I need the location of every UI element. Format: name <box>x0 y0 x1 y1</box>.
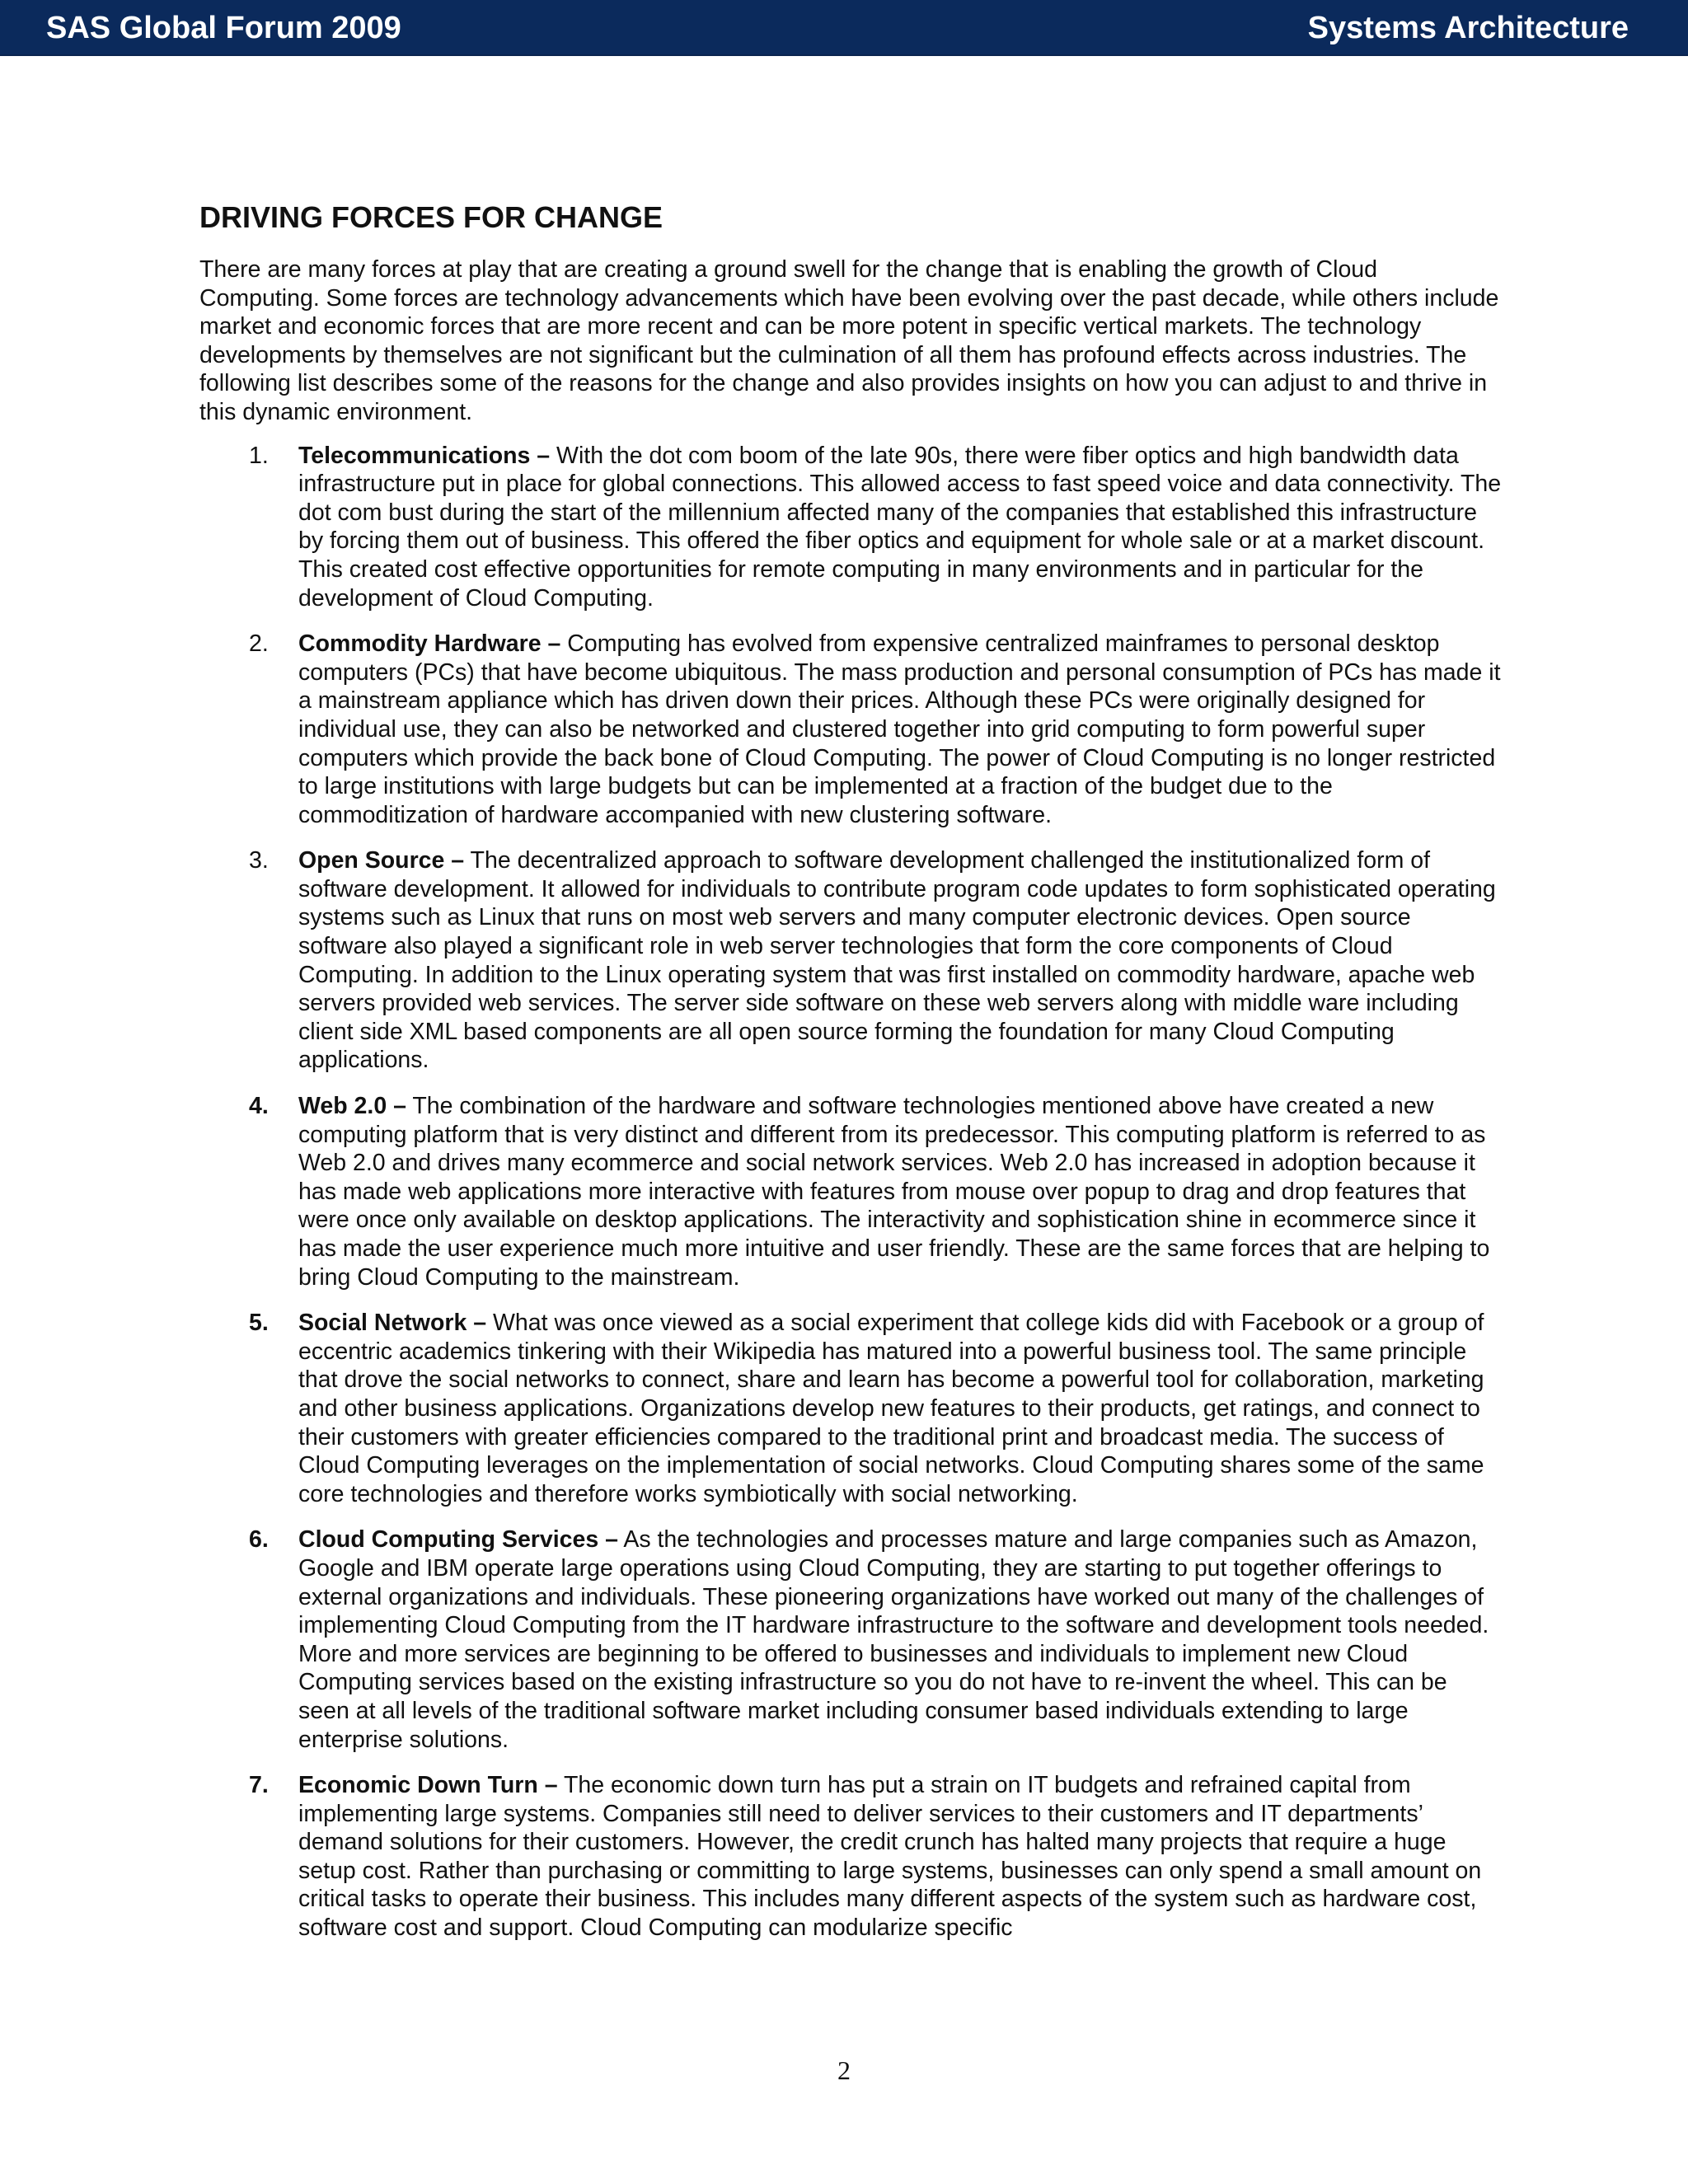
list-item <box>199 1092 1502 1291</box>
list-item-text: As the technologies and processes mature and large companies such as Amazon, Google and IBM operate large operations using Cloud Computing, they are starting to put together offerings to external organizations and individuals. These pioneering organizations have worked out many of the challenges of implementing Cloud Computing from the IT hardware infrastructure to the software and development tools needed. More and more services are beginning to be offered to businesses and individuals to implement new Cloud Computing services based on the existing infrastructure so you do not have to re-invent the wheel. This can be seen at all levels of the traditional software market including consumer based individuals extending to large enterprise solutions. <box>298 1526 1489 1753</box>
list-item-text: The economic down turn has put a strain on IT budgets and refrained capital from implementing large systems. Companies still need to deliver services to their customers and IT departments’ demand solutions for their customers. However, the credit crunch has halted many projects that require a huge setup cost. Rather than purchasing or committing to large systems, businesses can only spend a small amount on critical tasks to operate their business. This includes many different aspects of the system such as hardware cost, software cost and support. Cloud Computing can modularize specific <box>298 1772 1482 1942</box>
list-item-number: 1. <box>249 442 269 469</box>
list-item-title: Telecommunications – <box>298 442 551 469</box>
list-item <box>199 1771 1502 1943</box>
list-item-number: 7. <box>249 1772 269 1799</box>
list-item-text: The combination of the hardware and software technologies mentioned above have created a new computing platform that is very distinct and different from its predecessor. This computing platform is referred to as Web 2.0 and drives many ecommerce and social network services. Web 2.0 has increased in adoption because it has made web applications more interactive with features from mouse over popup to drag and drop features that were once only available on desktop applications. The interactivity and sophistication shine in ecommerce since it has made the user experience much more intuitive and user friendly. These are the same forces that are helping to bring Cloud Computing to the mainstream. <box>298 1093 1490 1291</box>
intro-paragraph: There are many forces at play that are creating a ground swell for the change that is enabling the growth of Cloud Computing. Some forces are technology advancements which have been evolving over the past decade, while others include market and economic forces that are more recent and can be more potent in specific vertical markets. The technology developments by themselves are not significant but the culmination of all them has profound effects across industries. The following list describes some of the reasons for the change and also provides insights on how you can adjust to and thrive in this dynamic environment. <box>199 256 1499 425</box>
list-item-title: Commodity Hardware – <box>298 630 561 658</box>
list-item <box>199 846 1502 1075</box>
list-item-number: 5. <box>249 1310 269 1337</box>
page-header <box>0 0 1688 56</box>
list-item-number: 4. <box>249 1093 269 1120</box>
list-item-text: The decentralized approach to software development challenged the institutionalized form of software development. It allowed for individuals to contribute program code updates to form sophisticated operating systems such as Linux that runs on most web servers and many computer electronic devices. Open source software also played a significant role in web server technologies that form the core components of Cloud Computing. In addition to the Linux operating system that was first installed on commodity hardware, apache web servers provided web services. The server side software on these web servers along with middle ware including client side XML based components are all open source forming the foundation for many Cloud Computing applications. <box>298 847 1496 1074</box>
list-item-text: With the dot com boom of the late 90s, there were fiber optics and high bandwidth data infrastructure put in place for global connections. This allowed access to fast speed voice and data connectivity. The dot com bust during the start of the millennium affected many of the companies that established this infrastructure by forcing them out of business. This offered the fiber optics and equipment for whole sale or at a market discount. This created cost effective opportunities for remote computing in many environments and in particular for the development of Cloud Computing. <box>298 442 1502 612</box>
list-item-number: 6. <box>249 1526 269 1554</box>
page-number: 2 <box>837 2055 851 2085</box>
list-item-number: 2. <box>249 630 269 658</box>
list-item-number: 3. <box>249 847 269 874</box>
list-item-text: Computing has evolved from expensive centralized mainframes to personal desktop computers (PCs) that have become ubiquitous. The mass production and personal consumption of PCs has made it a mainstream appliance which has driven down their prices. Although these PCs were originally designed for individual use, they can also be networked and clustered together into grid computing to form powerful super computers which provide the back bone of Cloud Computing. The power of Cloud Computing is no longer restricted to large institutions with large budgets but can be implemented at a fraction of the budget due to the commoditization of hardware accompanied with new clustering software. <box>298 630 1501 828</box>
section-category: Systems Architecture <box>1307 11 1629 45</box>
list-item-title: Cloud Computing Services – <box>298 1526 618 1554</box>
list-item-title: Web 2.0 – <box>298 1093 406 1120</box>
list-item-title: Open Source – <box>298 847 465 874</box>
list-item-title: Economic Down Turn – <box>298 1772 558 1799</box>
list-item-title: Social Network – <box>298 1310 487 1337</box>
driving-forces-list <box>199 442 1502 1943</box>
section-heading: DRIVING FORCES FOR CHANGE <box>199 200 663 234</box>
conference-title: SAS Global Forum 2009 <box>46 11 401 45</box>
list-item <box>199 1526 1502 1754</box>
list-item <box>199 630 1502 829</box>
list-item <box>199 442 1502 613</box>
list-item <box>199 1309 1502 1508</box>
main-content <box>199 194 1502 1960</box>
list-item-text: What was once viewed as a social experiment that college kids did with Facebook or a group of eccentric academics tinkering with their Wikipedia has matured into a powerful business tool. The same principle that drove the social networks to connect, share and learn has become a powerful tool for collaboration, marketing and other business applications. Organizations develop new features to their products, get ratings, and connect to their customers with greater efficiencies compared to the traditional print and broadcast media. The success of Cloud Computing leverages on the implementation of social networks. Cloud Computing shares some of the same core technologies and therefore works symbiotically with social networking. <box>298 1310 1484 1507</box>
